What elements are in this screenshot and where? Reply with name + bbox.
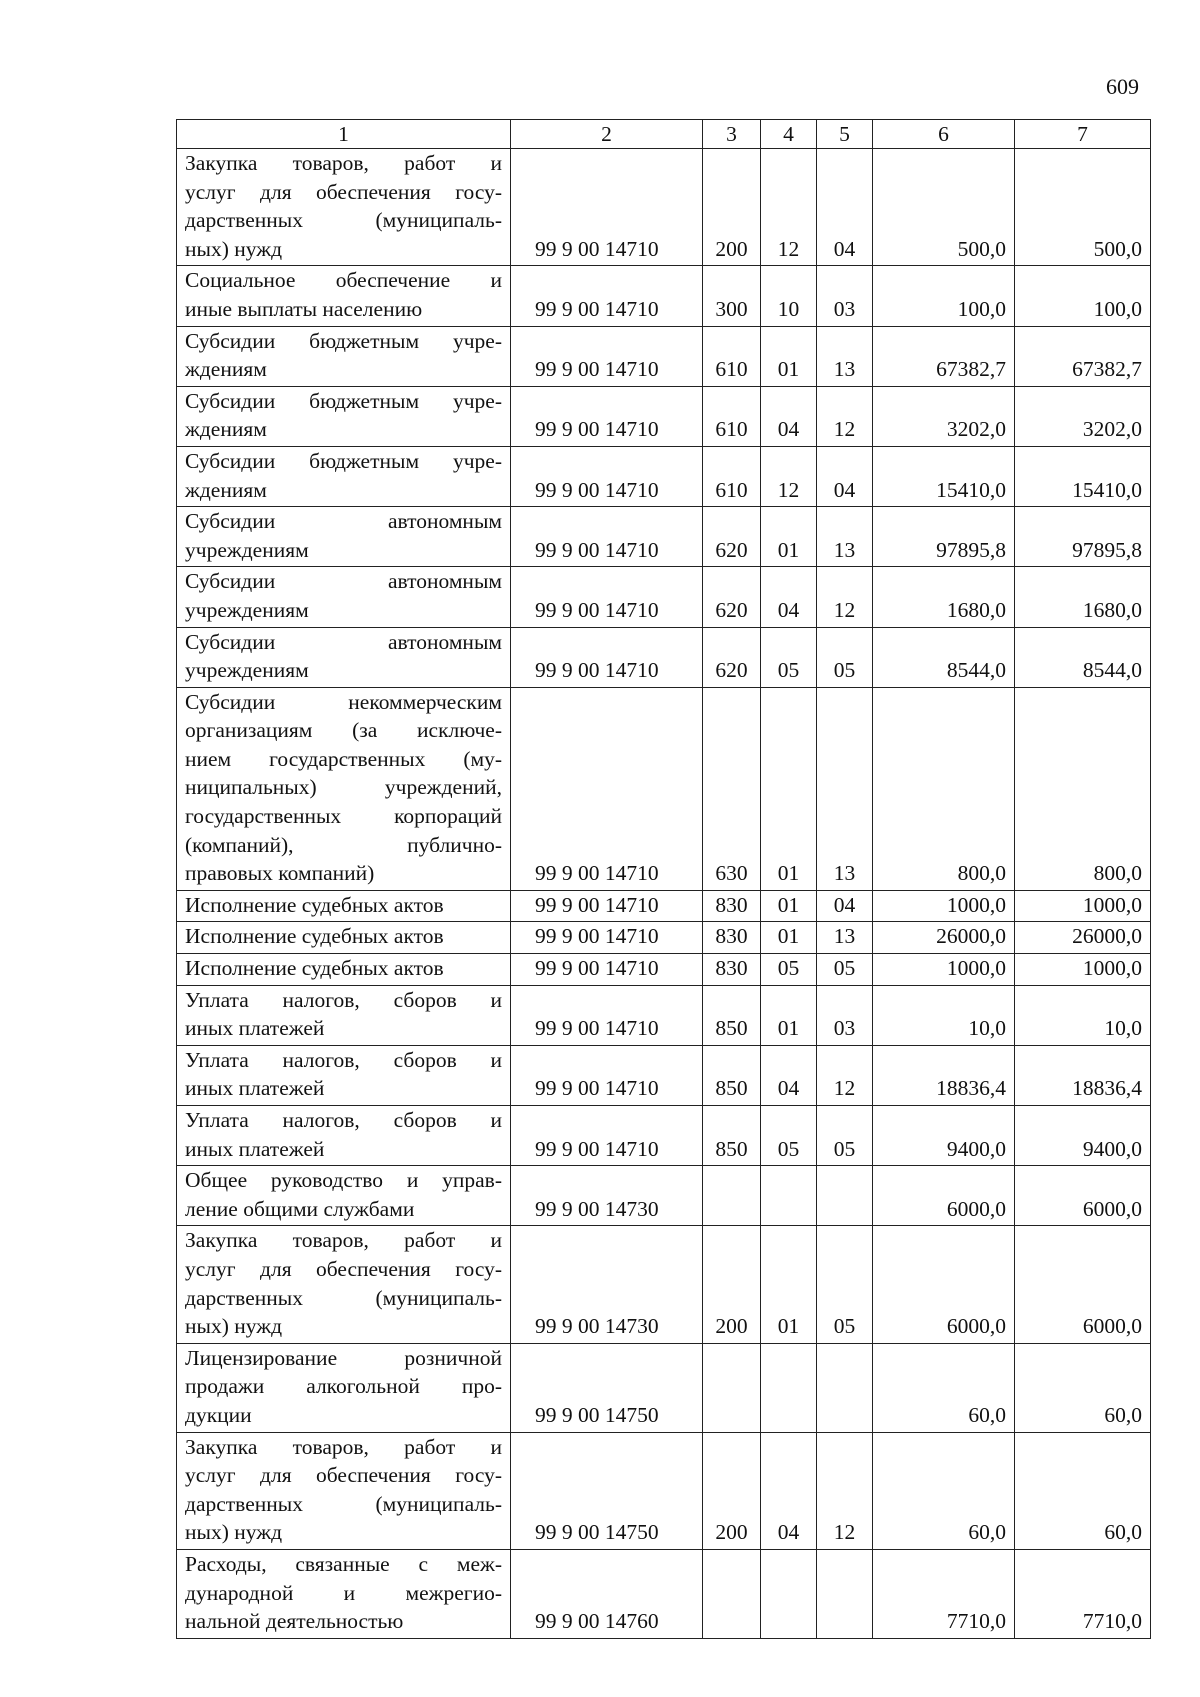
amount-year2-cell: 97895,8 (1015, 507, 1151, 567)
expense-name-cell (177, 507, 511, 567)
target-article-code-cell: 99 9 00 14750 (511, 1432, 703, 1549)
target-article-code-cell: 99 9 00 14710 (511, 326, 703, 386)
expense-name-cell (177, 1432, 511, 1549)
expense-name-line: Исполнение судебных актов (185, 956, 444, 981)
amount-year2-cell: 26000,0 (1015, 922, 1151, 954)
table-row (177, 627, 1151, 687)
subsection-cell: 03 (817, 266, 873, 326)
expense-name-line: (компаний), публично- (185, 832, 502, 857)
expense-name-line: дукции (185, 1402, 252, 1427)
expense-name-line: Субсидии автономным (185, 569, 502, 594)
expense-name-cell (177, 922, 511, 954)
expense-type-cell: 830 (703, 890, 761, 922)
section-cell: 01 (761, 507, 817, 567)
amount-year1-cell: 60,0 (873, 1432, 1015, 1549)
subsection-cell: 13 (817, 326, 873, 386)
amount-year1-cell: 3202,0 (873, 386, 1015, 446)
subsection-cell: 13 (817, 507, 873, 567)
section-cell: 12 (761, 149, 817, 266)
expense-name-cell (177, 1106, 511, 1166)
expense-name-line: ных) нужд (185, 1314, 283, 1339)
expense-name-line: Исполнение судебных актов (185, 892, 444, 917)
amount-year1-cell: 10,0 (873, 985, 1015, 1045)
expense-name-line: Субсидии бюджетным учре- (185, 448, 502, 473)
expense-name-line: иные выплаты населению (185, 296, 423, 321)
expense-name-line: услуг для обеспечения госу- (185, 1463, 502, 1488)
amount-year1-cell: 8544,0 (873, 627, 1015, 687)
expense-type-cell: 620 (703, 627, 761, 687)
target-article-code-cell: 99 9 00 14710 (511, 386, 703, 446)
amount-year2-cell: 800,0 (1015, 687, 1151, 890)
section-cell: 05 (761, 1106, 817, 1166)
amount-year2-cell: 1000,0 (1015, 954, 1151, 986)
amount-year1-cell: 800,0 (873, 687, 1015, 890)
amount-year1-cell: 6000,0 (873, 1226, 1015, 1343)
column-header-2: 2 (511, 120, 703, 149)
amount-year2-cell: 60,0 (1015, 1343, 1151, 1432)
table-row (177, 687, 1151, 890)
expense-type-cell: 850 (703, 1045, 761, 1105)
column-header-1: 1 (177, 120, 511, 149)
section-cell: 01 (761, 687, 817, 890)
amount-year1-cell: 100,0 (873, 266, 1015, 326)
expense-type-cell: 300 (703, 266, 761, 326)
table-row (177, 985, 1151, 1045)
amount-year1-cell: 18836,4 (873, 1045, 1015, 1105)
expense-name-line: нальной деятельностью (185, 1609, 404, 1634)
expense-name-cell (177, 1166, 511, 1226)
amount-year1-cell: 26000,0 (873, 922, 1015, 954)
target-article-code-cell: 99 9 00 14710 (511, 1106, 703, 1166)
page-number: 609 (1106, 74, 1139, 99)
expense-type-cell: 620 (703, 507, 761, 567)
expense-name-line: Исполнение судебных актов (185, 924, 444, 949)
amount-year2-cell: 6000,0 (1015, 1226, 1151, 1343)
expense-name-line: организациям (за исключе- (185, 718, 502, 743)
expense-name-line: Уплата налогов, сборов и (185, 1108, 502, 1132)
section-cell: 01 (761, 1226, 817, 1343)
section-cell: 01 (761, 890, 817, 922)
target-article-code-cell: 99 9 00 14710 (511, 1045, 703, 1105)
subsection-cell: 12 (817, 386, 873, 446)
amount-year1-cell: 60,0 (873, 1343, 1015, 1432)
amount-year1-cell: 6000,0 (873, 1166, 1015, 1226)
expense-name-cell (177, 1343, 511, 1432)
expense-name-line: дарственных (муниципаль- (185, 208, 502, 233)
table-header-row (177, 120, 1151, 149)
expense-name-line: государственных корпораций (185, 804, 502, 829)
column-header-3: 3 (703, 120, 761, 149)
section-cell: 04 (761, 1432, 817, 1549)
expense-name-cell (177, 326, 511, 386)
amount-year2-cell: 7710,0 (1015, 1549, 1151, 1638)
expense-name-line: услуг для обеспечения госу- (185, 1256, 502, 1281)
expense-name-line: Закупка товаров, работ и (185, 151, 502, 175)
expense-name-cell (177, 627, 511, 687)
subsection-cell: 05 (817, 627, 873, 687)
expense-type-cell: 850 (703, 985, 761, 1045)
table-row (177, 149, 1151, 266)
table-row (177, 1045, 1151, 1105)
expense-name-cell (177, 1549, 511, 1638)
subsection-cell (817, 1343, 873, 1432)
expense-name-line: Расходы, связанные с меж- (185, 1551, 502, 1576)
amount-year1-cell: 1000,0 (873, 954, 1015, 986)
budget-table (176, 119, 1151, 1639)
expense-type-cell: 830 (703, 954, 761, 986)
table-row (177, 1432, 1151, 1549)
expense-name-line: дународной и межрегио- (185, 1580, 502, 1605)
amount-year2-cell: 67382,7 (1015, 326, 1151, 386)
expense-name-line: Субсидии некоммерческим (185, 689, 502, 714)
expense-type-cell: 610 (703, 386, 761, 446)
expense-name-line: иных платежей (185, 1016, 325, 1041)
section-cell (761, 1549, 817, 1638)
subsection-cell (817, 1549, 873, 1638)
expense-name-line: ждениям (185, 357, 267, 382)
section-cell: 05 (761, 954, 817, 986)
table-row (177, 326, 1151, 386)
subsection-cell: 04 (817, 149, 873, 266)
subsection-cell: 03 (817, 985, 873, 1045)
amount-year1-cell: 1000,0 (873, 890, 1015, 922)
section-cell: 05 (761, 627, 817, 687)
amount-year2-cell: 1000,0 (1015, 890, 1151, 922)
table-row (177, 1343, 1151, 1432)
expense-name-line: Субсидии автономным (185, 629, 502, 654)
expense-name-line: Общее руководство и управ- (185, 1168, 502, 1193)
target-article-code-cell: 99 9 00 14710 (511, 954, 703, 986)
amount-year1-cell: 500,0 (873, 149, 1015, 266)
section-cell: 01 (761, 985, 817, 1045)
amount-year2-cell: 6000,0 (1015, 1166, 1151, 1226)
expense-type-cell: 200 (703, 1226, 761, 1343)
target-article-code-cell: 99 9 00 14710 (511, 627, 703, 687)
expense-name-line: Уплата налогов, сборов и (185, 987, 502, 1012)
expense-name-line: учреждениям (185, 658, 309, 683)
section-cell: 01 (761, 922, 817, 954)
subsection-cell: 12 (817, 1045, 873, 1105)
target-article-code-cell: 99 9 00 14710 (511, 149, 703, 266)
expense-type-cell: 850 (703, 1106, 761, 1166)
column-header-5: 5 (817, 120, 873, 149)
section-cell: 04 (761, 386, 817, 446)
table-row (177, 266, 1151, 326)
target-article-code-cell: 99 9 00 14710 (511, 890, 703, 922)
expense-type-cell: 630 (703, 687, 761, 890)
target-article-code-cell: 99 9 00 14730 (511, 1226, 703, 1343)
expense-name-line: Закупка товаров, работ и (185, 1434, 502, 1459)
expense-name-line: ных) нужд (185, 236, 283, 261)
expense-name-line: Социальное обеспечение и (185, 268, 502, 293)
amount-year2-cell: 3202,0 (1015, 386, 1151, 446)
section-cell (761, 1166, 817, 1226)
expense-name-cell (177, 687, 511, 890)
amount-year1-cell: 67382,7 (873, 326, 1015, 386)
table-row (177, 386, 1151, 446)
target-article-code-cell: 99 9 00 14710 (511, 922, 703, 954)
table-row (177, 1106, 1151, 1166)
expense-name-line: ных) нужд (185, 1520, 283, 1545)
section-cell: 10 (761, 266, 817, 326)
expense-name-line: дарственных (муниципаль- (185, 1285, 502, 1310)
amount-year2-cell: 15410,0 (1015, 446, 1151, 506)
subsection-cell: 05 (817, 1106, 873, 1166)
subsection-cell: 13 (817, 922, 873, 954)
target-article-code-cell: 99 9 00 14710 (511, 567, 703, 627)
expense-type-cell: 200 (703, 149, 761, 266)
target-article-code-cell: 99 9 00 14710 (511, 985, 703, 1045)
expense-type-cell: 610 (703, 446, 761, 506)
expense-name-cell (177, 386, 511, 446)
expense-name-line: нием государственных (му- (185, 746, 502, 771)
expense-name-cell (177, 890, 511, 922)
subsection-cell: 12 (817, 567, 873, 627)
expense-type-cell: 620 (703, 567, 761, 627)
subsection-cell: 12 (817, 1432, 873, 1549)
amount-year1-cell: 7710,0 (873, 1549, 1015, 1638)
expense-name-cell (177, 954, 511, 986)
expense-name-cell (177, 266, 511, 326)
expense-type-cell: 610 (703, 326, 761, 386)
expense-name-cell (177, 985, 511, 1045)
table-row (177, 890, 1151, 922)
column-header-6: 6 (873, 120, 1015, 149)
expense-type-cell (703, 1166, 761, 1226)
expense-name-line: Лицензирование розничной (185, 1345, 502, 1370)
expense-name-line: ление общими службами (185, 1196, 415, 1221)
expense-name-line: иных платежей (185, 1076, 325, 1101)
section-cell: 04 (761, 567, 817, 627)
table-row (177, 1549, 1151, 1638)
expense-name-line: правовых компаний) (185, 861, 375, 886)
section-cell: 12 (761, 446, 817, 506)
amount-year2-cell: 9400,0 (1015, 1106, 1151, 1166)
table-row (177, 507, 1151, 567)
column-header-7: 7 (1015, 120, 1151, 149)
expense-name-line: продажи алкогольной про- (185, 1374, 502, 1399)
subsection-cell: 05 (817, 954, 873, 986)
section-cell: 01 (761, 326, 817, 386)
amount-year2-cell: 100,0 (1015, 266, 1151, 326)
target-article-code-cell: 99 9 00 14710 (511, 266, 703, 326)
expense-name-line: ниципальных) учреждений, (185, 775, 502, 800)
section-cell: 04 (761, 1045, 817, 1105)
expense-name-line: ждениям (185, 477, 267, 502)
amount-year1-cell: 1680,0 (873, 567, 1015, 627)
table-row (177, 567, 1151, 627)
amount-year2-cell: 500,0 (1015, 149, 1151, 266)
expense-name-line: учреждениям (185, 597, 309, 622)
target-article-code-cell: 99 9 00 14710 (511, 446, 703, 506)
amount-year2-cell: 8544,0 (1015, 627, 1151, 687)
amount-year1-cell: 15410,0 (873, 446, 1015, 506)
expense-name-cell (177, 1045, 511, 1105)
amount-year2-cell: 60,0 (1015, 1432, 1151, 1549)
amount-year1-cell: 9400,0 (873, 1106, 1015, 1166)
subsection-cell: 13 (817, 687, 873, 890)
target-article-code-cell: 99 9 00 14730 (511, 1166, 703, 1226)
table-row (177, 954, 1151, 986)
subsection-cell: 04 (817, 446, 873, 506)
table-row (177, 922, 1151, 954)
amount-year2-cell: 1680,0 (1015, 567, 1151, 627)
expense-name-line: услуг для обеспечения госу- (185, 179, 502, 204)
expense-name-line: учреждениям (185, 537, 309, 562)
section-cell (761, 1343, 817, 1432)
expense-type-cell: 200 (703, 1432, 761, 1549)
expense-name-line: Закупка товаров, работ и (185, 1228, 502, 1253)
target-article-code-cell: 99 9 00 14750 (511, 1343, 703, 1432)
target-article-code-cell: 99 9 00 14710 (511, 507, 703, 567)
table-row (177, 1226, 1151, 1343)
amount-year2-cell: 18836,4 (1015, 1045, 1151, 1105)
expense-type-cell (703, 1549, 761, 1638)
expense-name-line: дарственных (муниципаль- (185, 1491, 502, 1516)
expense-type-cell (703, 1343, 761, 1432)
expense-type-cell: 830 (703, 922, 761, 954)
amount-year2-cell: 10,0 (1015, 985, 1151, 1045)
expense-name-line: Субсидии автономным (185, 509, 502, 534)
expense-name-line: иных платежей (185, 1136, 325, 1161)
expense-name-cell (177, 567, 511, 627)
target-article-code-cell: 99 9 00 14760 (511, 1549, 703, 1638)
column-header-4: 4 (761, 120, 817, 149)
subsection-cell: 04 (817, 890, 873, 922)
expense-name-line: ждениям (185, 417, 267, 442)
table-row (177, 1166, 1151, 1226)
expense-name-cell (177, 149, 511, 266)
expense-name-cell (177, 1226, 511, 1343)
table-row (177, 446, 1151, 506)
expense-name-line: Субсидии бюджетным учре- (185, 328, 502, 353)
subsection-cell (817, 1166, 873, 1226)
expense-name-line: Субсидии бюджетным учре- (185, 388, 502, 413)
target-article-code-cell: 99 9 00 14710 (511, 687, 703, 890)
amount-year1-cell: 97895,8 (873, 507, 1015, 567)
subsection-cell: 05 (817, 1226, 873, 1343)
expense-name-cell (177, 446, 511, 506)
expense-name-line: Уплата налогов, сборов и (185, 1047, 502, 1072)
